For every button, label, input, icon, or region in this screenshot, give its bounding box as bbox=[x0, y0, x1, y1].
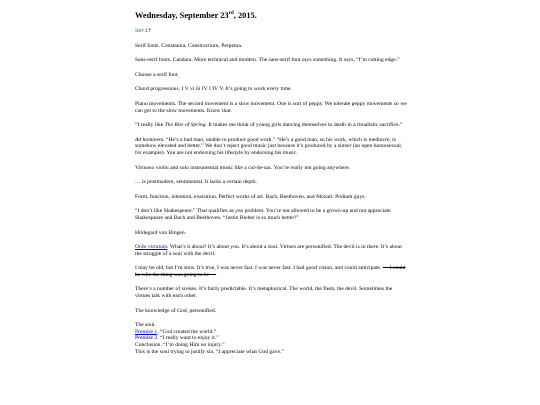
paragraph-piano: Piano movements. The second movement is a slow movement. One is sort of peppy. We tolerate peppy movements so we can get to the slow movements. Know that. bbox=[135, 100, 407, 114]
paragraph-ad-hominem: Ad hominem. “He’s a bad man, unable to produce good work.” “He’s a good man, so his work, which is mediocre, is somehow elevated and better.” We don’t reject good music just because it’s produced by a sinner (an open homosexual, for example). You are not endorsing his lifestyle by endorsing his music. bbox=[135, 136, 403, 156]
paragraph-postmodern: … is postmodern, sentimental. It lacks a certain depth. bbox=[135, 179, 257, 186]
paragraph-serif-fonts: Serif fonts. Constantia, Constructium, Perpetua. bbox=[135, 42, 243, 49]
list-item: This is the soul trying to justify sin. “I appreciate what God gave.” bbox=[135, 348, 284, 355]
paragraph-form-function: Form, function, intention, execution. Perfect works of art. Bach, Beethoven, and Mozart. Podium guys. bbox=[135, 193, 366, 200]
paragraph-old-slow: I may be old, but I’m slow. It’s true, I was never fast. I was never fast. I had good vision, and could anticipate. — I could be who the thing was going to be — bbox=[135, 265, 406, 278]
paragraph-knowledge-of-god: The knowledge of God, personified. bbox=[135, 307, 217, 314]
paragraph-rite-of-spring: “I really like The Rite of Spring. It makes me think of young girls dancing themselves to death in a ritualistic sacrifice.” bbox=[135, 122, 403, 129]
premise-1-link[interactable]: Premise 1 bbox=[135, 328, 158, 335]
list-item: Premise 1. “God created the world.” bbox=[135, 328, 217, 335]
ordo-virtutum-link[interactable]: Ordo virtutum bbox=[135, 244, 168, 251]
topic-tag: Serif bbox=[135, 28, 152, 34]
struck-text: — I could be who the thing was going to be — bbox=[135, 265, 406, 278]
list-item: Premise 2. “I really want to enjoy it.” bbox=[135, 335, 219, 342]
list-item: Conclusion. “I’m doing Him no injury.” bbox=[135, 342, 225, 349]
paragraph-sans-serif: Sans-serif fonts. Candara. More technical and modern. The sans-serif font says something. It says, “I’m cutting edge.” bbox=[135, 57, 400, 64]
paragraph-ordo-virtutum: Ordo virtutum. What’s it about? It’s about you. It’s about a soul. Virtues are personified. The devil is in there. It’s about the struggle of a soul with the devil. bbox=[135, 244, 402, 257]
paragraph-virtuoso: Virtuoso violin and solo instrumental music like a cul-de-sac. You’re really not going anywhere. bbox=[135, 164, 351, 171]
paragraph-chords: Chord progressions. I V vi iii IV I IV V. It’s going to work every time. bbox=[135, 86, 292, 93]
paragraph-hildegard: Hildegard von Bingen. bbox=[135, 229, 187, 236]
list-item: The soul. bbox=[135, 322, 156, 329]
soul-argument-list bbox=[135, 322, 407, 355]
paragraph-scenes: There’s a number of scenes. It’s fairly predictable. It’s metaphorical. The world, the flesh, the devil. Sometimes the virtues talk with each other. bbox=[135, 286, 393, 300]
paragraph-choose-serif: Choose a serif font. bbox=[135, 71, 179, 78]
blog-entry bbox=[135, 11, 407, 355]
paragraph-shakespeare: “I don’t like Shakespeare.” That qualifies as you problem. You’re not allowed to be a grown-up and not appreciate Shakespeare and Bach and Beethoven. “Justin Bieber is so much better!” bbox=[135, 208, 391, 221]
entry-date-heading: Wednesday, September 23rd, 2015. bbox=[135, 10, 257, 20]
